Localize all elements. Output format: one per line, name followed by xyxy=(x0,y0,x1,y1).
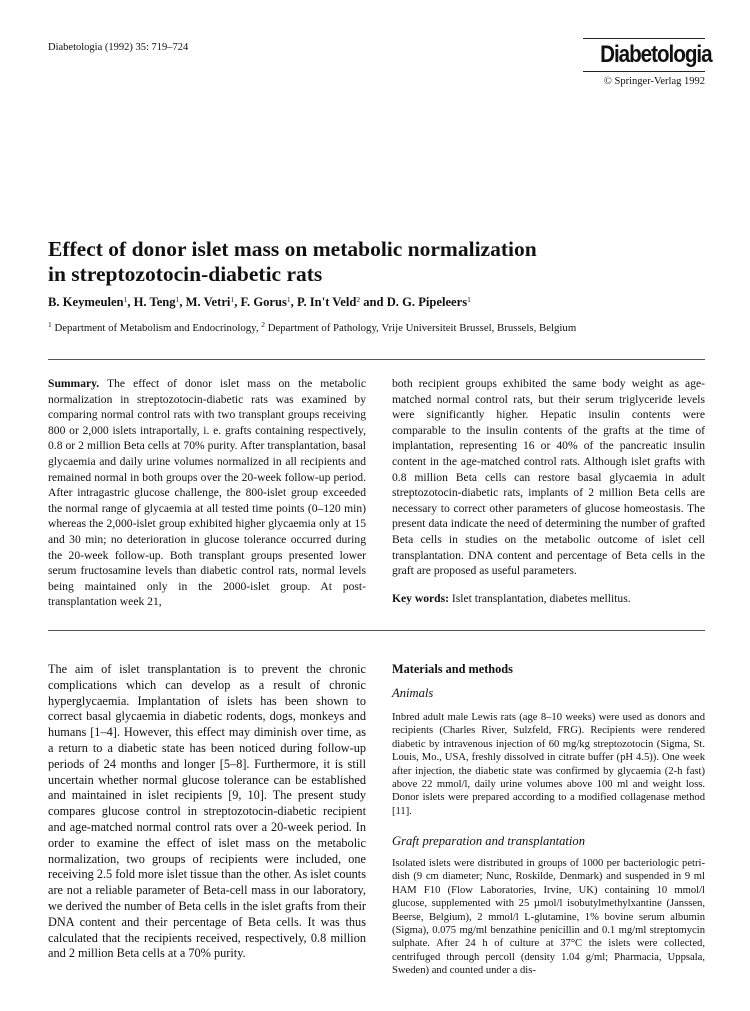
graft-text: Isolated islets were distributed in groups of 1000 per bacteriologic petri-dish (9 cm diameter; Nunc, Roskilde, Denmark) and suspended in 9 ml HAM F10 (Flow Laboratories, Irvine, UK) containing 10 mmol/l glucose, supplemented with 25 µmol/l isobutylmethylxantine (Janssen, Beerse, Belgium), 2 mmol/l L-glutamine, 1% bovine serum albumin (Sigma), 0.075 mg/ml benzathine penicillin and 0.1 mg/ml streptomycin sulphate. After 24 h of culture at 37°C the islets were collected, centrifuged through percoll (density 1.04 g/ml; Pharmacia, Uppsala, Sweden) and counted under a dis- xyxy=(392,858,705,977)
author-name: H. Teng xyxy=(133,295,176,309)
author-separator: , xyxy=(290,295,297,309)
methods-heading: Materials and methods xyxy=(392,662,513,676)
journal-citation: Diabetologia (1992) 35: 719–724 xyxy=(48,42,189,53)
abstract-top-rule xyxy=(48,359,705,360)
summary-text-right: both recipient groups exhibited the same body weight as age-matched normal control rats, but their serum triglyceride levels were significantly higher. Hepatic insulin contents were comparable to the insulin contents of the grafts at the time of implantation, representing 16 or 40% of the pancreatic insulin content in the age-matched control rats. Although islet grafts with 0.8 million Beta cells can restore basal glycaemia in adult streptozotocin-diabetic rats, implants of 2 million Beta cells are necessary to correct other parameters of glucose homeostasis. The present data indicate the need of determining the number of grafted Beta cells in studies on the metabolic outcome of islet cell transplantation. DNA content and percentage of Beta cells in the graft are proposed as useful parameters. xyxy=(392,377,705,578)
journal-logo-block xyxy=(583,38,712,87)
title-line-1: Effect of donor islet mass on metabolic normalization xyxy=(48,237,537,261)
author-name: P. In't Veld xyxy=(296,295,357,309)
author-affiliation-marker: 2 xyxy=(356,295,361,304)
affiliations xyxy=(48,320,576,334)
publisher-copyright: © Springer-Verlag 1992 xyxy=(603,76,705,87)
abstract-bottom-rule xyxy=(48,630,705,631)
author-name: F. Gorus xyxy=(240,295,287,309)
summary-text-left: The effect of donor islet mass on the metabolic normalization in streptozotocin-diabetic rats was examined by comparing normal control rats with two transplant groups receiving 800 or 2,000 islets intraportally, i. e. grafts containing respectively, 0.8 or 2 million Beta cells at 70% purity. After transplantation, basal glycaemia and daily urine volumes normalized in all recipients and remained normal in both groups over the 20-week follow-up period. After intragastric glucose challenge, the 800-islet group exceeded the normal range of glycaemia at all tested time points (0–120 min) whereas the 2,000-islet group exhibited higher glycaemia only at 15 and 30 min; no deterioration in glucose tolerance occurred during the 20-week follow-up. Both transplant groups presented lower serum fructosamine levels than diabetic control rats, normal levels being maintained only in the 2000-islet group. At post-transplantation week 21, xyxy=(48,377,366,609)
author-separator: , xyxy=(127,295,134,309)
abstract-right-column xyxy=(392,376,705,606)
introduction-column xyxy=(48,662,366,962)
introduction-text: The aim of islet transplantation is to prevent the chronic complications which can develop as a result of chronic hyperglycaemia. Implantation of islets has been shown to correct basal glycaemia in diabetic rodents, dogs, monkeys and humans [1–4]. However, this effect may diminish over time, as a return to a diabetic state has been noticed during follow-up periods of 24 months and longer [5–8]. Furthermore, it is still uncertain whether normal glucose tolerance can be established and maintained in islet recipients [9, 10]. The present study compares glucose control in streptozotocin-diabetic recipient and age-matched normal control rats over a 20-week period. In order to examine the effect of islet mass on the metabolic normalization, two groups of recipients were included, one receiving 2.5 fold more islet tissue than the other. As islet counts are not a reliable parameter of Beta-cell mass in our laboratory, we derived the number of Beta cells in the islet grafts from their DNA content and their percentage of Beta cells. It was thus calculated that the recipients received, respectively, 0.8 million and 2 million Beta cells at a 70% purity. xyxy=(48,662,366,961)
animals-paragraph xyxy=(392,711,705,818)
summary-label: Summary. xyxy=(48,377,100,390)
affiliation-marker-2: 2 xyxy=(261,320,265,329)
affiliation-marker-1: 1 xyxy=(48,320,52,329)
author-affiliation-marker: 1 xyxy=(123,295,128,304)
author-name: D. G. Pipeleers xyxy=(386,295,468,309)
affiliation-1: Department of Metabolism and Endocrinology, xyxy=(51,322,262,334)
author-separator: and xyxy=(360,295,387,309)
logo-bottom-rule xyxy=(583,71,705,72)
author-affiliation-marker: 1 xyxy=(230,295,235,304)
article-title xyxy=(48,237,688,287)
author-affiliation-marker: 1 xyxy=(175,295,180,304)
affiliation-2: Department of Pathology, Vrije Universiteit Brussel, Brussels, Belgium xyxy=(265,322,577,334)
graft-paragraph xyxy=(392,857,705,978)
author-name: M. Vetri xyxy=(185,295,231,309)
keywords-label: Key words: xyxy=(392,591,449,605)
author-affiliation-marker: 1 xyxy=(286,295,291,304)
author-separator: , xyxy=(234,295,241,309)
author-name: B. Keymeulen xyxy=(48,295,124,309)
author-affiliation-marker: 1 xyxy=(467,295,471,304)
abstract-left-column xyxy=(48,376,366,610)
graft-subheading: Graft preparation and transplantation xyxy=(392,834,586,848)
animals-subheading: Animals xyxy=(392,686,434,700)
author-list xyxy=(48,295,471,310)
logo-top-rule xyxy=(583,38,705,39)
author-separator: , xyxy=(179,295,186,309)
journal-logo: Diabetologia xyxy=(600,41,712,68)
animals-text: Inbred adult male Lewis rats (age 8–10 weeks) were used as donors and recipients (Charles River, Sulzfeld, FRG). Recipients were rendered diabetic by intravenous injection of 60 mg/kg streptozotocin (Sigma, St. Louis, Mo., USA, freshly dissolved in citrate buffer (pH 4.5)). One week after injection, the diabetic state was confirmed by glycaemia (2-h fast) above 22 mmol/l, daily urine volumes above 100 ml and weight loss. Donor islets were prepared according to a modified collagenase method [11]. xyxy=(392,712,705,817)
keywords: Islet transplantation, diabetes mellitus. xyxy=(451,591,631,605)
title-line-2: in streptozotocin-diabetic rats xyxy=(48,262,323,286)
